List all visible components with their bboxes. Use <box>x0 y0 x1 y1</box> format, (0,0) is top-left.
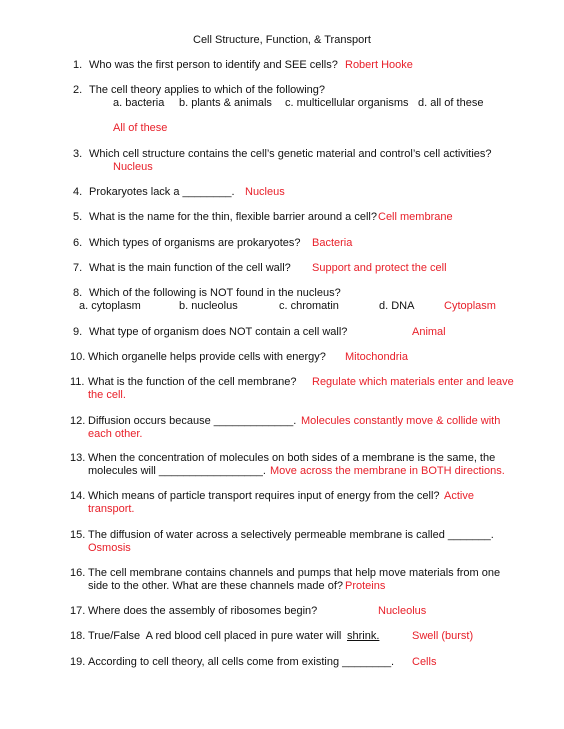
answer-text: Nucleolus <box>378 605 427 617</box>
answer-text: Animal <box>412 326 446 338</box>
option: d. all of these <box>418 97 484 109</box>
question-number: 15. <box>70 529 86 541</box>
question-text: True/False A red blood cell placed in pure water will <box>88 630 342 642</box>
question-number: 1. <box>73 59 83 71</box>
question-number: 11. <box>70 376 85 388</box>
question-number: 8. <box>73 287 83 299</box>
answer-text: Robert Hooke <box>345 59 413 71</box>
question-text: What is the function of the cell membrane? <box>88 376 297 388</box>
answer-text: Nucleus <box>245 186 285 198</box>
question-text: Which organelle helps provide cells with energy? <box>88 351 326 363</box>
option: d. DNA <box>379 300 415 312</box>
question-number: 16. <box>70 567 86 579</box>
question-text: Prokaryotes lack a ________. <box>89 186 235 198</box>
question-number: 6. <box>73 237 83 249</box>
answer-text: Swell (burst) <box>412 630 474 642</box>
question-number: 9. <box>73 326 83 338</box>
question-text: What is the name for the thin, flexible barrier around a cell? <box>89 211 377 223</box>
answer-text: Bacteria <box>312 237 353 249</box>
question-number: 4. <box>73 186 83 198</box>
question-text: Where does the assembly of ribosomes begin? <box>88 605 318 617</box>
page-title: Cell Structure, Function, & Transport <box>193 34 371 46</box>
answer-text: each other. <box>88 428 143 440</box>
question-text: Diffusion occurs because _____________. <box>88 415 297 427</box>
answer-text: Regulate which materials enter and leave <box>312 376 514 388</box>
option: c. multicellular organisms <box>285 97 409 109</box>
answer-text: the cell. <box>88 389 126 401</box>
question-text: According to cell theory, all cells come from existing ________. <box>88 656 395 668</box>
answer-text: Proteins <box>345 580 386 592</box>
option: c. chromatin <box>279 300 339 312</box>
answer-text: Cytoplasm <box>444 300 496 312</box>
option: b. plants & animals <box>179 97 272 109</box>
question-number: 19. <box>70 656 86 668</box>
question-text: Which means of particle transport requires input of energy from the cell? <box>88 490 440 502</box>
option: b. nucleolus <box>179 300 238 312</box>
answer-text: Nucleus <box>113 161 153 173</box>
question-text: molecules will _________________. <box>88 465 266 477</box>
question-text: Which types of organisms are prokaryotes? <box>89 237 301 249</box>
answer-text: Cells <box>412 656 437 668</box>
answer-text: Active <box>444 490 474 502</box>
question-text: The cell membrane contains channels and pumps that help move materials from one <box>88 567 501 579</box>
answer-text: Mitochondria <box>345 351 408 363</box>
underlined-word: shrink. <box>347 630 380 642</box>
question-number: 12. <box>70 415 86 427</box>
question-number: 13. <box>70 452 86 464</box>
answer-text: All of these <box>113 122 168 134</box>
question-number: 3. <box>73 148 83 160</box>
answer-text: Molecules constantly move & collide with <box>301 415 501 427</box>
question-text: Which cell structure contains the cell’s genetic material and control’s cell activities? <box>89 148 492 160</box>
question-number: 2. <box>73 84 83 96</box>
question-number: 14. <box>70 490 86 502</box>
answer-text: transport. <box>88 503 135 515</box>
question-number: 7. <box>73 262 83 274</box>
question-number: 5. <box>73 211 83 223</box>
option: a. bacteria <box>113 97 165 109</box>
question-text: Which of the following is NOT found in the nucleus? <box>89 287 341 299</box>
question-text: What is the main function of the cell wall? <box>89 262 291 274</box>
question-text: side to the other. What are these channels made of? <box>88 580 343 592</box>
question-number: 18. <box>70 630 86 642</box>
answer-text: Support and protect the cell <box>312 262 447 274</box>
question-text: Who was the first person to identify and SEE cells? <box>89 59 338 71</box>
question-text: When the concentration of molecules on both sides of a membrane is the same, the <box>88 452 496 464</box>
question-text: What type of organism does NOT contain a cell wall? <box>89 326 348 338</box>
question-text: The diffusion of water across a selectively permeable membrane is called _______. <box>88 529 494 541</box>
question-number: 10. <box>70 351 86 363</box>
answer-text: Osmosis <box>88 542 131 554</box>
option: a. cytoplasm <box>79 300 141 312</box>
answer-text: Move across the membrane in BOTH directions. <box>270 465 505 477</box>
answer-text: Cell membrane <box>378 211 453 223</box>
question-number: 17. <box>70 605 86 617</box>
question-text: The cell theory applies to which of the following? <box>89 84 326 96</box>
